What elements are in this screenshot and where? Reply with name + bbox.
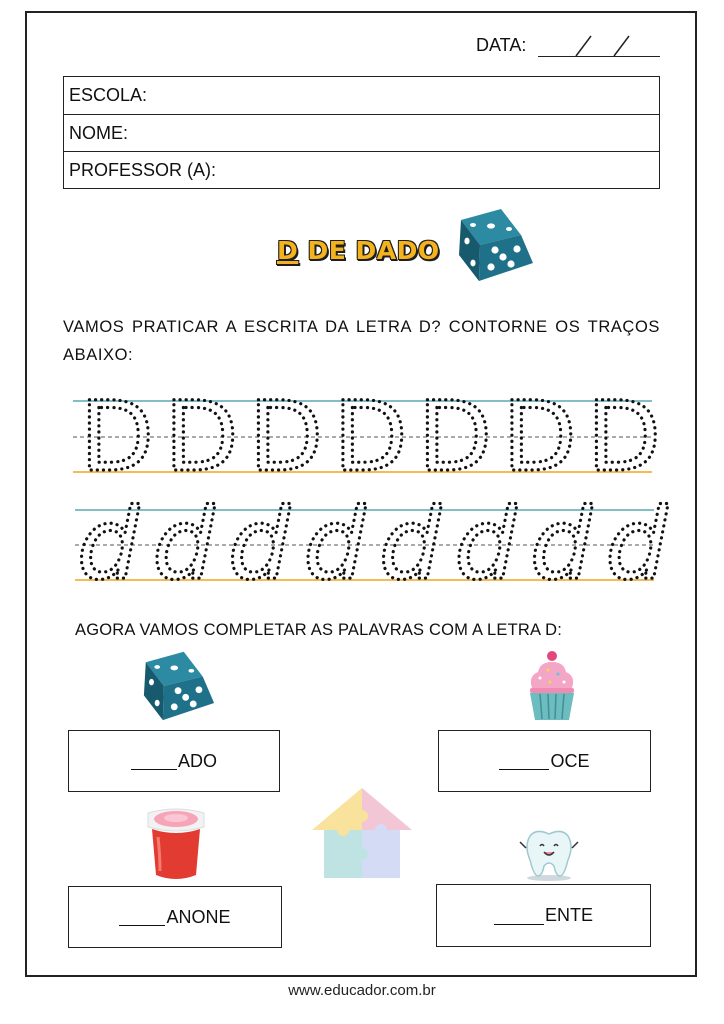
uppercase-trace-letter: D [418, 381, 492, 493]
uppercase-trace-letter: D [249, 381, 323, 493]
word-blank[interactable] [499, 752, 549, 770]
yogurt-icon [142, 805, 210, 883]
lowercase-trace-letter: d [530, 488, 593, 602]
dice-picture [140, 648, 218, 722]
lowercase-trace-letter: d [77, 488, 140, 602]
lowercase-trace-letter: d [228, 488, 291, 602]
puzzle-house-icon [310, 786, 414, 882]
word-suffix: OCE [550, 750, 590, 771]
footer-website: www.educador.com.br [288, 982, 436, 999]
lowercase-trace-letter: d [152, 488, 215, 602]
trace-instructions: VAMOS PRATICAR A ESCRITA DA LETRA D? CONTORNE OS TRAÇOS ABAIXO: [63, 318, 660, 364]
title-letter: D [277, 236, 299, 265]
uppercase-trace-letter: D [164, 381, 239, 493]
lowercase-trace-letter: d [605, 488, 668, 602]
word-blank[interactable] [119, 908, 165, 926]
word-box-ente[interactable] [436, 884, 651, 947]
lowercase-trace-letter: d [454, 488, 517, 602]
complete-instructions: AGORA VAMOS COMPLETAR AS PALAVRAS COM A LETRA D: [75, 621, 563, 639]
uppercase-tracing-letters [80, 381, 661, 493]
word-suffix: ANONE [166, 906, 231, 927]
date-label: DATA: [476, 35, 527, 55]
word-box-anone[interactable] [68, 886, 282, 948]
name-field[interactable]: NOME: [64, 115, 659, 153]
word-suffix: ADO [177, 750, 217, 771]
uppercase-trace-letter: D [587, 381, 661, 493]
uppercase-trace-letter: D [333, 381, 408, 493]
word-blank[interactable] [131, 752, 177, 770]
tooth-icon [516, 826, 582, 882]
lowercase-trace-letter: d [379, 488, 442, 602]
title-rest: DE DADO [298, 236, 440, 265]
teacher-field[interactable]: PROFESSOR (A): [69, 160, 217, 181]
school-field[interactable]: ESCOLA: [64, 77, 659, 115]
word-box-oce[interactable] [438, 730, 651, 792]
uppercase-trace-letter: D [502, 381, 577, 493]
word-suffix: ENTE [544, 905, 593, 925]
uppercase-trace-letter: D [80, 381, 154, 493]
lowercase-trace-letter: d [303, 488, 366, 602]
word-blank[interactable] [494, 907, 544, 925]
word-box-ado[interactable] [68, 730, 280, 792]
cupcake-icon [522, 648, 582, 722]
